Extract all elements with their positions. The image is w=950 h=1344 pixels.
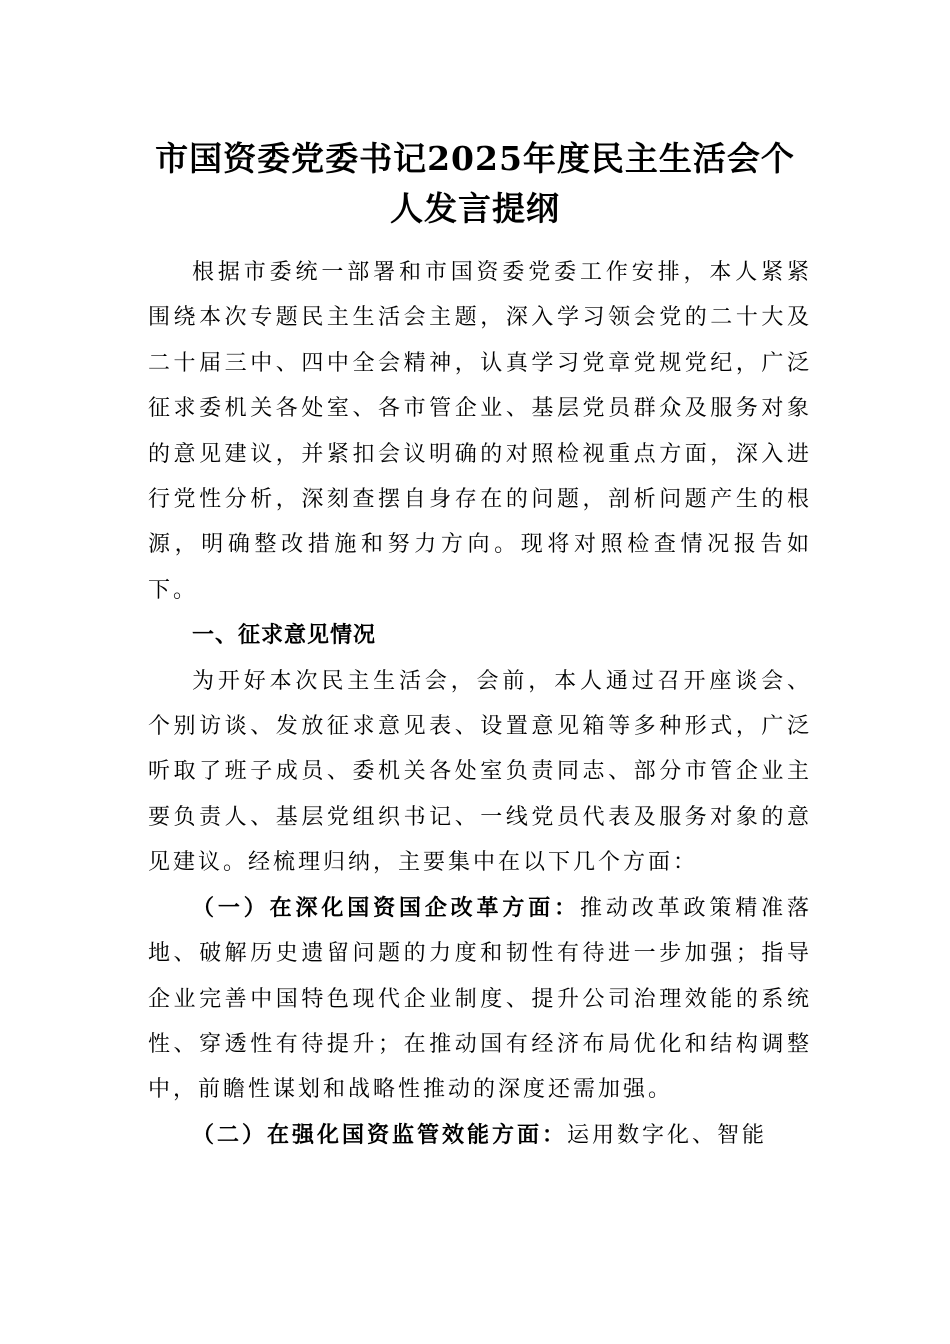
document-title: [130, 134, 820, 234]
document-body: [148, 250, 812, 1158]
section-heading: 一、征求意见情况: [192, 623, 377, 649]
item-text: 推动改革政策精准落地、破解历史遗留问题的力度和韧性有待进一步加强；指导企业完善中国特色现代企业制度、提升公司治理效能的系统性、穿透性有待提升；在推动国有经济布局优化和结构调整中，前瞻性谋划和战略性推动的深度还需加强。: [148, 895, 812, 1103]
title-line-1: 市国资委党委书记2025年度民主生活会个: [155, 139, 795, 179]
list-item: [148, 1113, 812, 1158]
intro-paragraph: 根据市委统一部署和市国资委党委工作安排，本人紧紧围绕本次专题民主生活会主题，深入学习领会党的二十大及二十届三中、四中全会精神，认真学习党章党规党纪，广泛征求委机关各处室、各市管企业、基层党员群众及服务对象的意见建议，并紧扣会议明确的对照检视重点方面，深入进行党性分析，深刻查摆自身存在的问题，剖析问题产生的根源，明确整改措施和努力方向。现将对照检查情况报告如下。: [148, 260, 812, 603]
title-line-2: 人发言提纲: [390, 189, 560, 229]
list-item: [148, 886, 812, 1113]
item-label: （二）在强化国资监管效能方面：: [192, 1121, 568, 1148]
item-label: （一）在深化国资国企改革方面：: [192, 894, 581, 921]
section-paragraph: 为开好本次民主生活会，会前，本人通过召开座谈会、个别访谈、发放征求意见表、设置意见箱等多种形式，广泛听取了班子成员、委机关各处室负责同志、部分市管企业主要负责人、基层党组织书记、一线党员代表及服务对象的意见建议。经梳理归纳，主要集中在以下几个方面：: [148, 668, 812, 876]
item-text: 运用数字化、智能: [567, 1122, 768, 1148]
